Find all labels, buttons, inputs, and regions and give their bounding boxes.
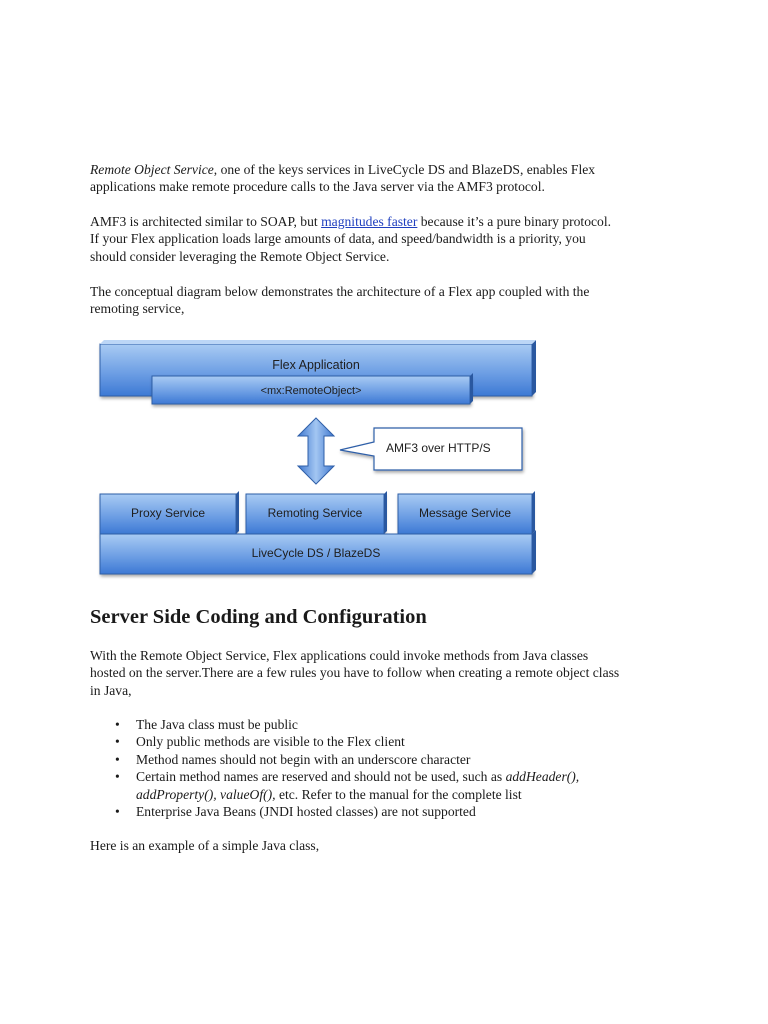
message-service-box-side [532,491,535,534]
proxy-service-box [100,491,239,534]
rule-4-line-2 [136,786,690,803]
double-arrow-icon [298,418,334,484]
bullet-icon: • [115,804,120,820]
remote-object-box [152,373,473,404]
list-item [90,803,690,820]
intro-p1-line-1 [90,161,690,178]
livecycle-box [100,530,536,574]
service-name-italic: Remote Object Service [90,162,214,177]
rule-4-text-before: Certain method names are reserved and should not be used, such as [136,769,506,785]
intro-paragraph-3 [90,283,690,318]
method-addproperty-valueof: addProperty(), valueOf(), [136,786,276,802]
intro-p3-line-2: remoting service, [90,301,185,317]
flex-application-box-side [532,340,536,396]
intro-p3-line-1: The conceptual diagram below demonstrates the architecture of a Flex app coupled with the [90,284,590,299]
intro-p2-line-2: If your Flex application loads large amounts of data, and speed/bandwidth is a priority, you [90,231,586,247]
section-intro-line-1: With the Remote Object Service, Flex applications could invoke methods from Java classes [90,648,589,663]
list-item [90,768,690,803]
rule-text: Only public methods are visible to the Flex client [136,734,405,750]
rule-text: Enterprise Java Beans (JNDI hosted classes) are not supported [136,804,476,820]
intro-p1-line-2: applications make remote procedure calls to the Java server via the AMF3 protocol. [90,179,545,195]
rule-text: The Java class must be public [136,717,298,732]
rules-list [90,716,690,820]
amf3-callout [340,428,522,470]
closing-line: Here is an example of a simple Java class, [90,838,320,853]
remoting-service-box [246,491,387,534]
remote-object-box-side [470,373,473,404]
list-item [90,716,690,733]
intro-p2-line-1 [90,213,690,230]
intro-paragraph-1 [90,161,690,196]
remoting-service-label: Remoting Service [267,506,363,520]
remoting-service-box-side [384,491,387,534]
message-service-label: Message Service [418,506,512,520]
intro-p2-text-after-link: because it’s a pure binary protocol. [417,214,612,229]
list-item [90,751,690,768]
proxy-service-box-side [236,491,239,534]
list-item [90,733,690,750]
bullet-icon: • [115,717,120,732]
flex-application-label: Flex Application [272,358,360,372]
bullet-icon: • [115,751,120,767]
remote-object-label: <mx:RemoteObject> [260,385,362,397]
architecture-diagram [96,338,538,580]
proxy-service-label: Proxy Service [130,506,206,520]
intro-paragraph-2 [90,213,690,265]
message-service-box [398,491,535,534]
rule-text: Method names should not begin with an underscore character [136,751,471,767]
livecycle-box-side [532,530,536,574]
rule-4-text-after: etc. Refer to the manual for the complete list [275,786,522,802]
intro-p1-line-1-rest: , one of the keys services in LiveCycle DS and BlazeDS, enables Flex [213,162,596,177]
section-intro-paragraph [90,647,690,699]
closing-paragraph [90,837,690,854]
bullet-icon: • [115,769,120,785]
intro-p2-text-before-link: AMF3 is architected similar to SOAP, but [90,214,322,229]
magnitudes-faster-link[interactable]: magnitudes faster [321,214,418,229]
method-addheader: addHeader(), [505,769,580,785]
livecycle-label: LiveCycle DS / BlazeDS [251,546,381,560]
section-intro-line-2: hosted on the server.There are a few rules you have to follow when creating a remote object class [90,665,620,681]
intro-p2-line-3: should consider leveraging the Remote Object Service. [90,248,390,264]
flex-application-box-top [100,340,536,344]
rule-4-line-1 [136,768,690,785]
callout-label: AMF3 over HTTP/S [386,441,491,455]
section-heading: Server Side Coding and Configuration [90,606,427,628]
bullet-icon: • [115,734,120,750]
section-intro-line-3: in Java, [90,682,132,698]
